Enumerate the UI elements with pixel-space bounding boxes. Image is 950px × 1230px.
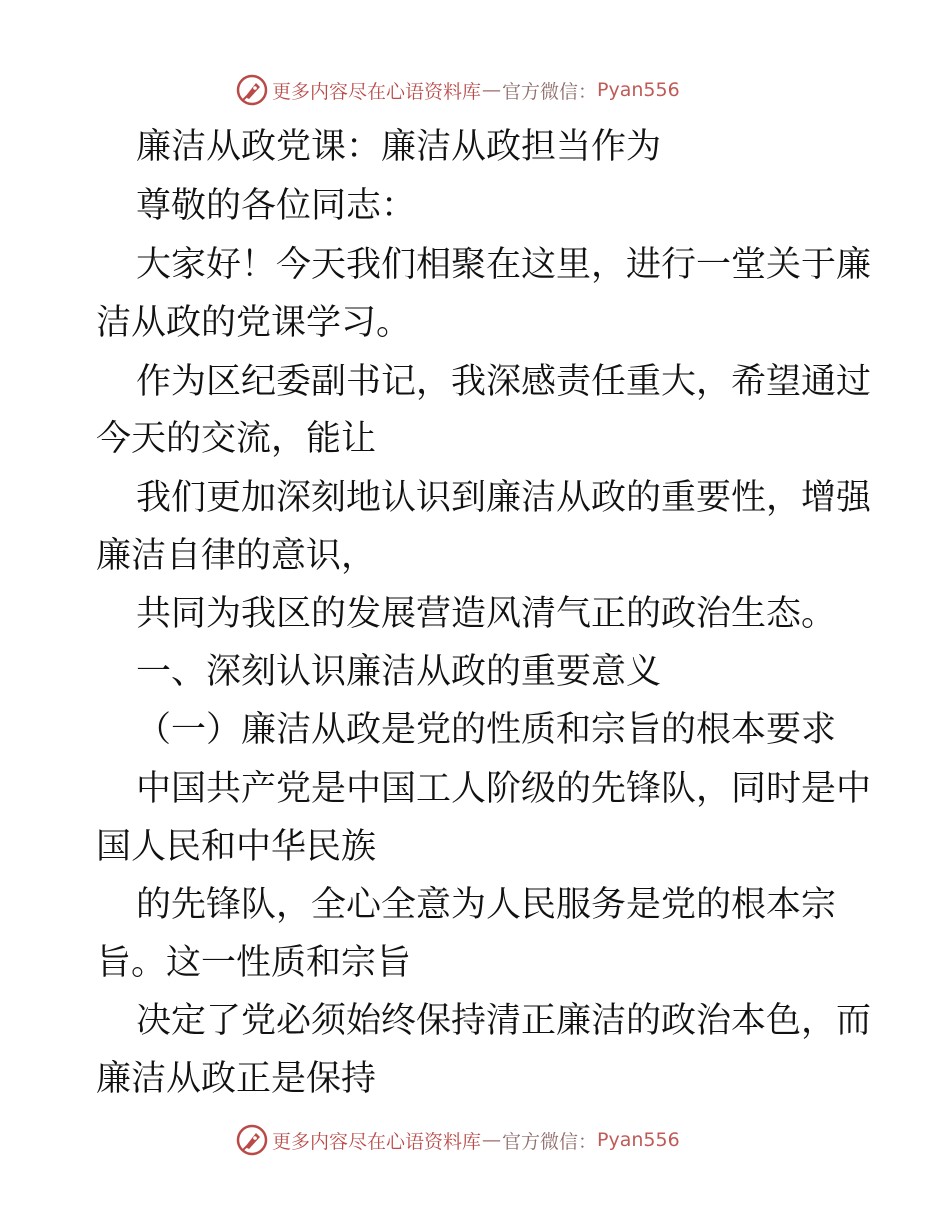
paragraph-line: 我们更加深刻地认识到廉洁从政的重要性，增强 [136,478,872,518]
paragraph-line: 作为区纪委副书记，我深感责任重大，希望通过 [136,362,872,402]
footer-banner [236,1123,736,1157]
banner-subtext: 官方微信： [502,80,598,103]
banner-text: 更多内容尽在心语资料库 [272,80,482,103]
paragraph-line: 洁从政的党课学习。 [96,303,412,343]
banner-wechat-id: Pyan556 [597,79,680,101]
banner-subtext: 官方微信： [502,1130,598,1153]
paragraph-line: 中国共产党是中国工人阶级的先锋队，同时是中 [136,769,872,809]
document-title: 廉洁从政党课：廉洁从政担当作为 [136,127,662,167]
banner-wechat-id: Pyan556 [597,1129,680,1151]
paragraph-line: 国人民和中华民族 [96,827,377,867]
paragraph-line: 决定了党必须始终保持清正廉洁的政治本色，而 [136,1001,872,1041]
paragraph-line: 大家好！今天我们相聚在这里，进行一堂关于廉 [136,245,872,285]
pen-nib-logo-icon [236,1124,268,1156]
banner-text: 更多内容尽在心语资料库 [272,1130,482,1153]
paragraph-line: 的先锋队，全心全意为人民服务是党的根本宗 [136,885,837,925]
paragraph-line: 廉洁自律的意识， [96,536,377,576]
paragraph-line: 旨。这一性质和宗旨 [96,943,412,983]
section-heading: 一、深刻认识廉洁从政的重要意义 [136,652,662,692]
paragraph-line: 廉洁从政正是保持 [96,1059,377,1099]
banner-separator: — [482,1129,502,1151]
paragraph-line: 共同为我区的发展营造风清气正的政治生态。 [136,594,837,634]
greeting-line: 尊敬的各位同志： [136,186,417,226]
banner-separator: — [482,79,502,101]
paragraph-line: 今天的交流，能让 [96,419,377,459]
subsection-heading: （一）廉洁从政是党的性质和宗旨的根本要求 [136,710,837,750]
